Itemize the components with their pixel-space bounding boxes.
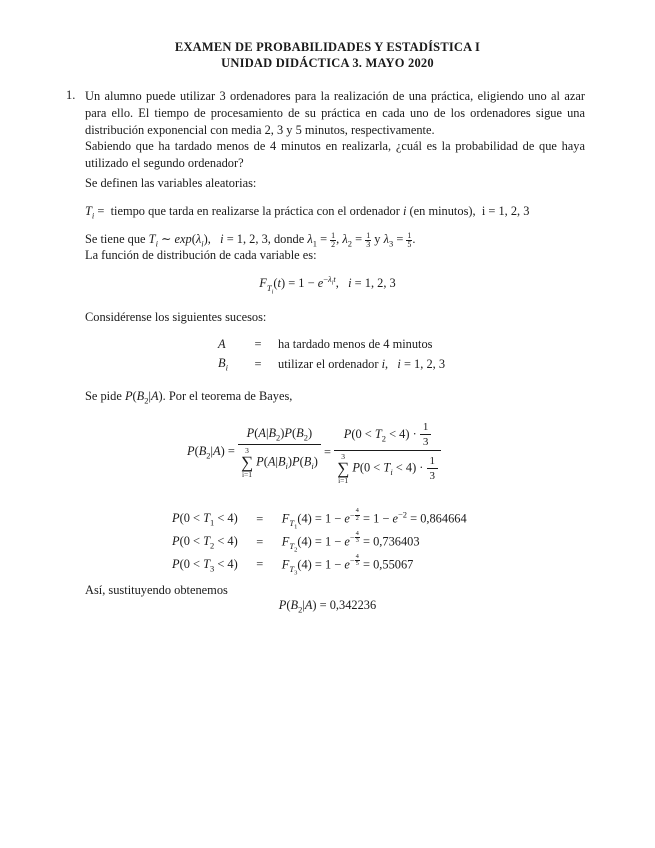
donde-text: donde [273, 232, 305, 246]
bayes-fraction-2: $P(0 < T_2 < 4)$ · $\frac{1}{3}$ 3 ∑ i=1 $P(0 < T_i < 4)$ · $\frac{1}{3}$ [334, 420, 441, 485]
problem-number: 1. [66, 88, 76, 102]
final-result: $P(B_2|A) = 0,342236$ [278, 598, 377, 615]
consider-events-text: Considérense los siguientes sucesos: [85, 310, 267, 324]
distribution-line: Se tiene que $T_i$ ∼ $\exp(\lambda_i)$, i = 1, 2, 3, donde $\lambda_1$ = $\frac{1}{2}$ , $\lambda_2$ = $\frac{1}{3}$ y $\lambda_3$ = $\frac{1}{5}$ . [85, 231, 416, 249]
sum-symbol: 3 ∑ i=1 [240, 446, 254, 480]
lambda3-fraction: $\frac{1}{5}$ [407, 231, 412, 249]
problem-statement: Un alumno puede utilizar 3 ordenadores para la realización de una práctica, eligiendo uno al azar para ello. El tiempo de procesamiento de su práctica en cada uno de los ordenadores sigue una distribución exponencial con media 2, 3 y 5 minutos, respectivamente. [85, 89, 585, 137]
define-vars-text: Se definen las variables aleatorias: [85, 176, 257, 190]
exam-subtitle: UNIDAD DIDÁCTICA 3. MAYO 2020 [221, 56, 434, 70]
probability-row-1: $P(0 < T_1 < 4)$ = $F_{T_1}(4) = 1 - e^{- \frac{4}{2}}$ = $1 - e^{-2} = 0,864664$ [172, 507, 467, 531]
probability-row-2: $P(0 < T_2 < 4)$ = $F_{T_2}(4) = 1 - e^{- \frac{4}{3}}$ = 0,736403 [172, 529, 420, 554]
y-text: y [374, 232, 381, 246]
se-pide-line: Se pide $P(B_2|A)$. Por el teorema de Bayes, [85, 389, 293, 406]
lambda1-fraction: $\frac{1}{2}$ [331, 231, 336, 249]
ti-units-text: (en minutos), [409, 204, 476, 218]
exam-title: EXAMEN DE PROBABILIDADES Y ESTADÍSTICA I [174, 40, 481, 54]
event-b-text: utilizar el ordenador [278, 356, 379, 371]
problem-question: Sabiendo que ha tardado menos de 4 minutos en realizarla, ¿cuál es la probabilidad de que haya utilizado el segundo ordenador? [85, 139, 585, 170]
p3-value: 0,55067 [373, 557, 414, 572]
bayes-text: Por el teorema de Bayes, [168, 389, 293, 403]
p1-value: 0,864664 [420, 511, 467, 526]
se-tiene-text: Se tiene que [85, 232, 146, 246]
bayes-fraction-1: $P(A|B_2)P(B_2)$ 3 ∑ i=1 $P(A|B_i)P(B_i)$ [238, 426, 321, 479]
lambda2-fraction: $\frac{1}{3}$ [366, 231, 371, 249]
cdf-formula: $F_{T_i}(t) = 1 - e^{-\lambda_it}$, i = 1, 2, 3 [259, 274, 396, 296]
events-table: A = ha tardado menos de 4 minutos $B_i$ = utilizar el ordenador i, i = 1, 2, 3 [218, 334, 445, 374]
probability-row-3: $P(0 < T_3 < 4)$ = $F_{T_3}(4) = 1 - e^{- \frac{4}{5}}$ = 0,55067 [172, 552, 414, 577]
p2-value: 0,736403 [373, 534, 420, 549]
probabilities-table [172, 508, 467, 576]
conclusion-text: Así, sustituyendo obtenemos [85, 583, 228, 597]
ti-definition-line: $T_i$ = tiempo que tarda en realizarse la práctica con el ordenador i (en minutos), i = 1, 2, 3 [85, 204, 530, 221]
result-value: 0,342236 [329, 598, 377, 612]
distribution-intro: La función de distribución de cada variable es: [85, 248, 317, 262]
bayes-formula: $P(B_2|A)$ = $P(A|B_2)P(B_2)$ 3 ∑ i=1 $P(A|B_i)P(B_i)$ = $P(0 < T_2 < 4)$ · $\frac{1}{3}$ 3 ∑ i=1 $P(0 < T_i < 4)$ · $\frac{1}{3}$ [187, 420, 441, 485]
event-a-text: ha tardado menos de 4 minutos [278, 336, 433, 351]
ti-definition-text: tiempo que tarda en realizarse la práctica con el ordenador [110, 204, 400, 218]
index-range: i = 1, 2, 3 [481, 204, 530, 218]
